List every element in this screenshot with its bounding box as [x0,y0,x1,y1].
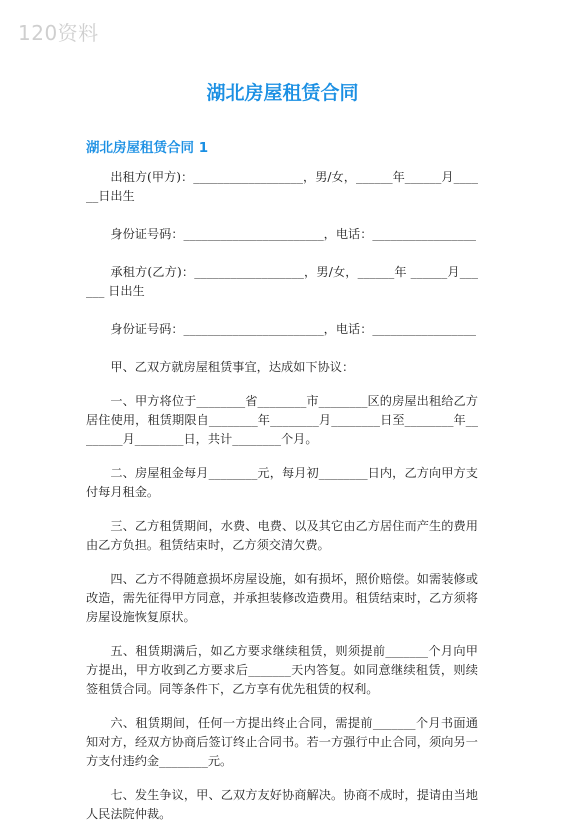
lessor-id-paragraph: 身份证号码：_______________________，电话：_________________ [110,227,477,241]
clause-5-paragraph: 五、租赁期满后，如乙方要求继续租赁，则须提前_______个月向甲方提出，甲方收到乙方要求后_______天内答复。如同意继续租赁，则续签租赁合同。同等条件下，乙方享有优先租赁的权利。 [86,644,478,696]
lessee-id-paragraph: 身份证号码：_______________________，电话：_________________ [110,322,477,336]
clause-7-paragraph: 七、发生争议，甲、乙双方友好协商解决。协商不成时，提请由当地人民法院仲裁。 [86,788,478,821]
document-title: 湖北房屋租赁合同 [206,82,359,104]
document-body [86,168,478,839]
watermark: 120资料 [18,21,99,45]
clause-6-paragraph: 六、租赁期间，任何一方提出终止合同，需提前_______个月书面通知对方，经双方协商后签订终止合同书。若一方强行中止合同，须向另一方支付违约金________元。 [86,716,478,768]
clause-1-paragraph: 一、甲方将位于________省________市________区的房屋出租给乙方居住使用，租赁期限自________年________月________日至________年________月________日，共计________个月。 [86,394,478,446]
lessee-info-paragraph: 承租方(乙方)：__________________，男/女，______年 ______月______ 日出生 [86,265,478,298]
clause-2-paragraph: 二、房屋租金每月________元，每月初________日内，乙方向甲方支付每月租金。 [86,466,478,499]
section-title: 湖北房屋租赁合同 1 [86,140,209,156]
lessor-info-paragraph: 出租方(甲方)：__________________，男/女，______年______月______日出生 [86,170,478,203]
clause-3-paragraph: 三、乙方租赁期间，水费、电费、以及其它由乙方居住而产生的费用由乙方负担。租赁结束时，乙方须交清欠费。 [86,519,478,552]
clause-4-paragraph: 四、乙方不得随意损坏房屋设施，如有损坏，照价赔偿。如需装修或改造，需先征得甲方同意，并承担装修改造费用。租赁结束时，乙方须将房屋设施恢复原状。 [86,572,478,624]
agreement-intro-paragraph: 甲、乙双方就房屋租赁事宜，达成如下协议： [110,360,355,374]
